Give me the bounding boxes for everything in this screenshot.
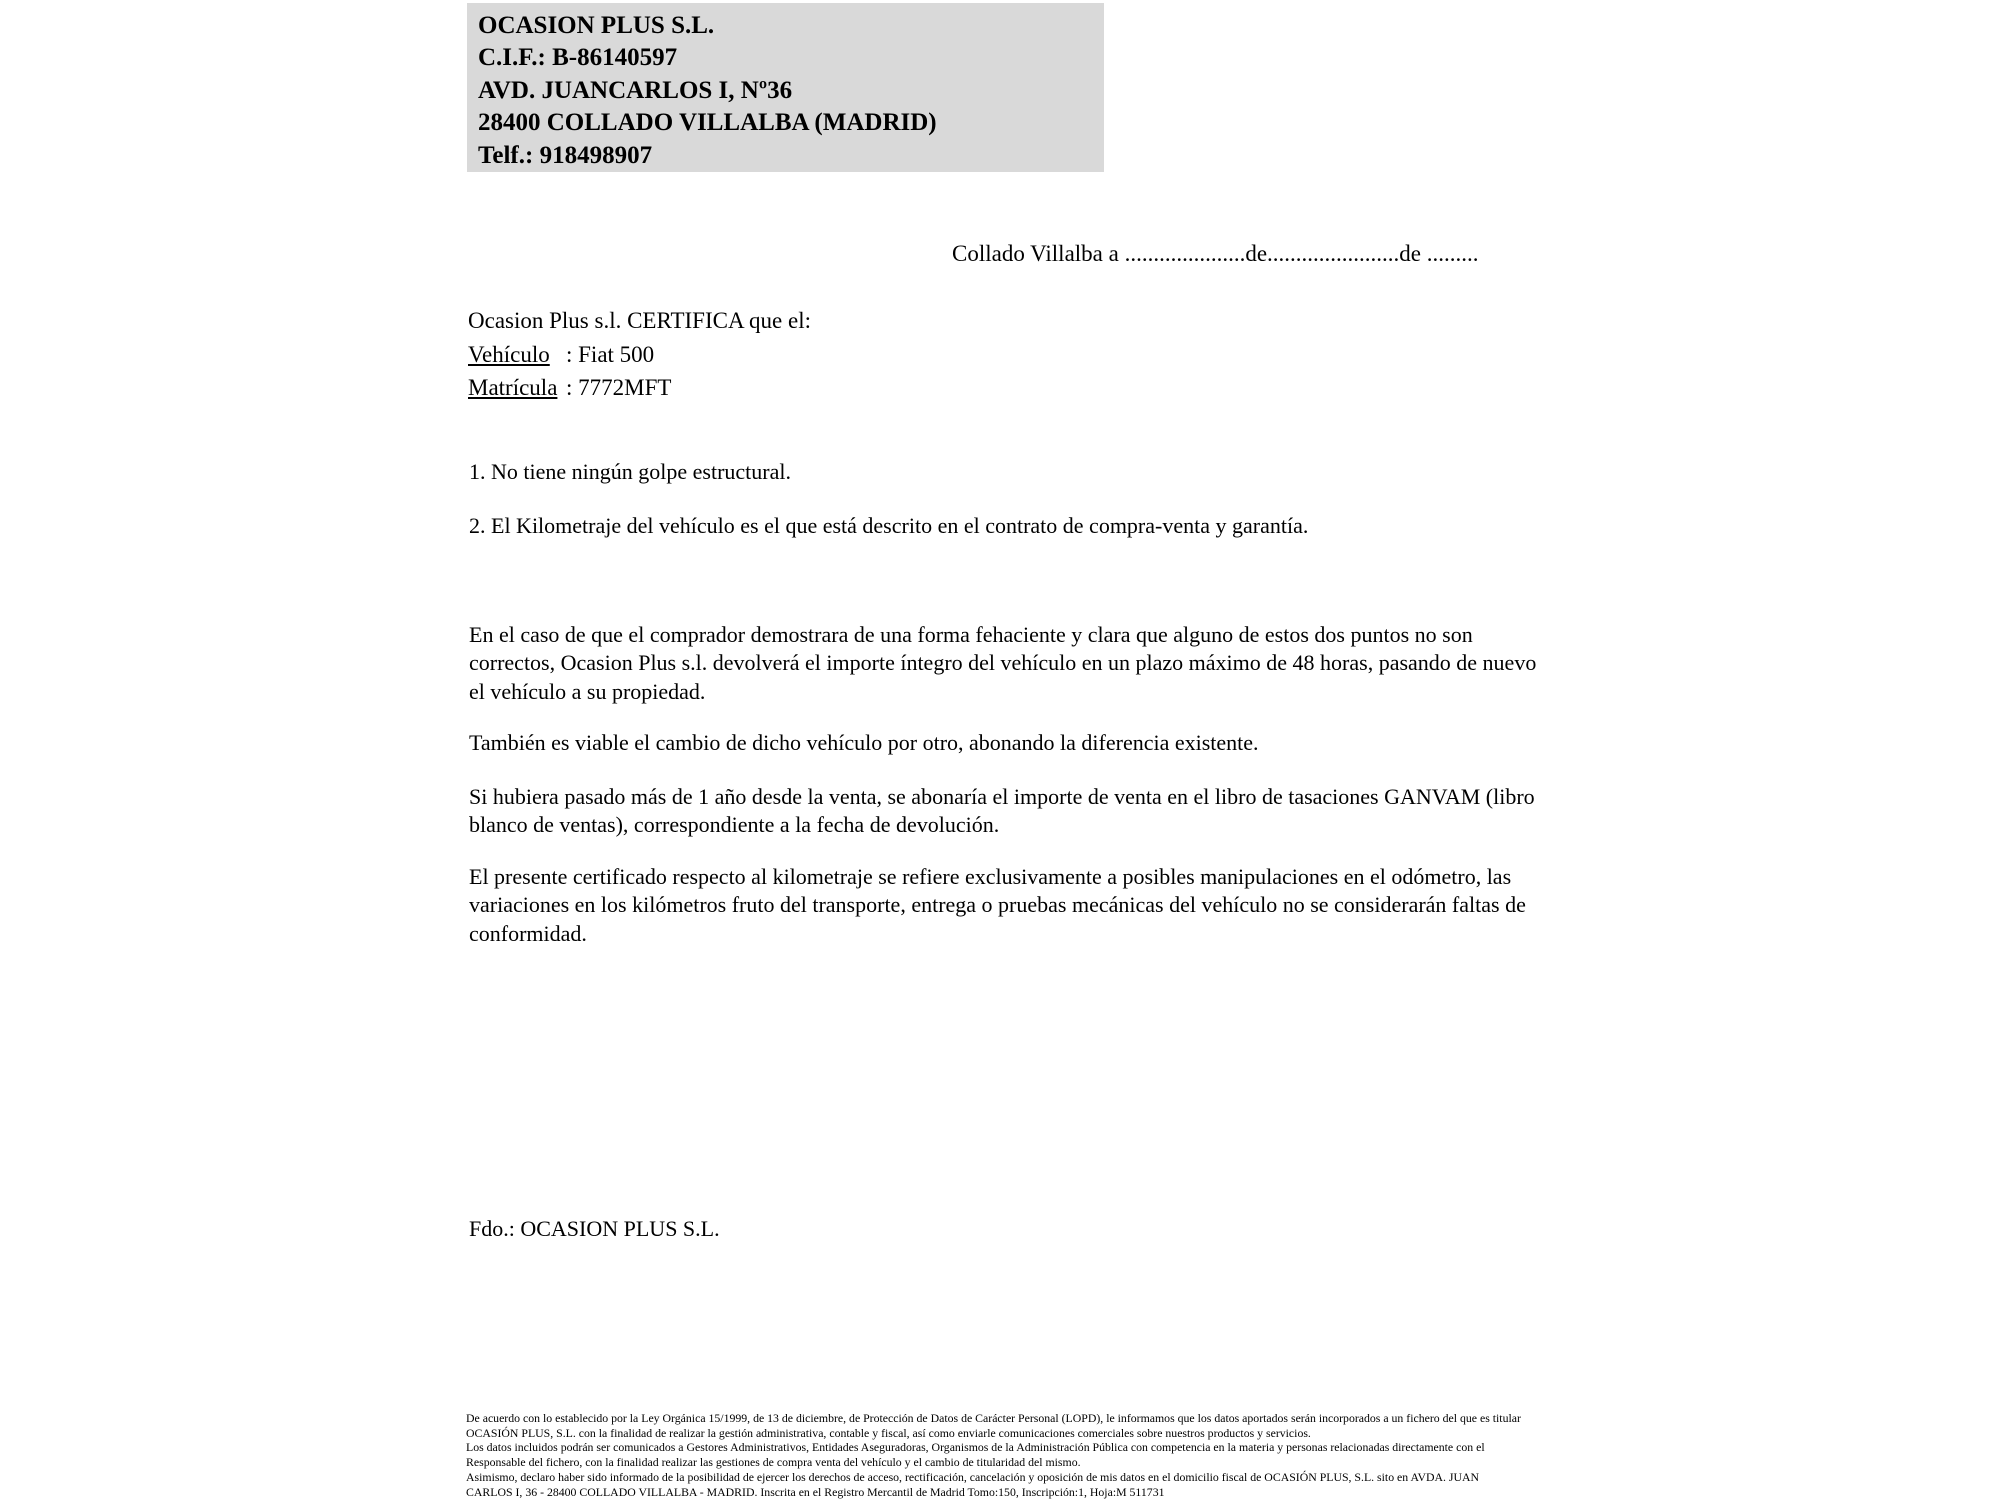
plate-field [468,371,811,405]
company-city: 28400 COLLADO VILLALBA (MADRID) [478,109,937,137]
ganvam-paragraph: Si hubiera pasado más de 1 año desde la venta, se abonaría el importe de venta en el libro de tasaciones GANVAM (libro blanco de ventas), correspondiente a la fecha de devolución. [469,784,1535,838]
plate-label: Matrícula [468,375,558,400]
exchange-paragraph: También es viable el cambio de dicho vehículo por otro, abonando la diferencia existente. [469,730,1259,755]
refund-paragraph: En el caso de que el comprador demostrara de una forma fehaciente y clara que alguno de estos dos puntos no son correctos, Ocasion Plus s.l. devolverá el importe íntegro del vehículo en un plazo máximo de 48 horas, pasando de nuevo el vehículo a su propiedad. [469,622,1537,704]
signature-line: Fdo.: OCASION PLUS S.L. [469,1216,720,1241]
legal-line-4: Responsable del fichero, con la finalidad realizar las gestiones de compra venta del vehículo y el cambio de titularidad del mismo. [466,1455,1081,1470]
company-cif: C.I.F.: B-86140597 [478,44,678,72]
vehicle-value: : Fiat 500 [566,341,655,367]
vehicle-label: Vehículo [468,341,550,367]
odometer-paragraph: El presente certificado respecto al kilometraje se refiere exclusivamente a posibles manipulaciones en el odómetro, las variaciones en los kilómetros fruto del transporte, entrega o pruebas mecánicas del vehículo no se considerarán faltas de conformidad. [469,864,1526,946]
certified-point-2: 2. El Kilometraje del vehículo es el que está descrito en el contrato de compra-venta y garantía. [469,513,1309,538]
legal-line-5: Asimismo, declaro haber sido informado de la posibilidad de ejercer los derechos de acceso, rectificación, cancelación y oposición de mis datos en el domicilio fiscal de OCASIÓN PLUS, S.L. sito en AVDA. JUAN [466,1469,1480,1484]
legal-line-3: Los datos incluidos podrán ser comunicados a Gestores Administrativos, Entidades Aseguradoras, Organismos de la Administración Pública con competencia en la materia y personas relacionadas directamente con el [466,1440,1485,1455]
legal-line-1: De acuerdo con lo establecido por la Ley Orgánica 15/1999, de 13 de diciembre, de Protección de Datos de Carácter Personal (LOPD), le informamos que los datos aportados serán incorporados a un fichero del que es titular [466,1411,1521,1425]
company-phone: Telf.: 918498907 [478,141,653,169]
legal-fine-print [466,1411,1521,1499]
plate-value: : 7772MFT [566,375,672,400]
certification-block [468,304,811,405]
company-header-block [467,3,1104,172]
date-line: Collado Villalba a .....................de.......................de ......... [952,241,1479,266]
certification-intro: Ocasion Plus s.l. CERTIFICA que el: [468,308,811,333]
certified-point-1: 1. No tiene ningún golpe estructural. [469,459,791,484]
legal-line-6: CARLOS I, 36 - 28400 COLLADO VILLALBA - MADRID. Inscrita en el Registro Mercantil de Madrid Tomo:150, Inscripción:1, Hoja:M 511731 [466,1484,1165,1499]
vehicle-field [468,338,811,372]
company-address: AVD. JUANCARLOS I, Nº36 [478,76,793,104]
company-name: OCASION PLUS S.L. [478,12,715,39]
legal-line-2: OCASIÓN PLUS, S.L. con la finalidad de realizar la gestión administrativa, contable y fiscal, así como enviarle comunicaciones comerciales sobre nuestros productos y servicios. [466,1425,1311,1440]
